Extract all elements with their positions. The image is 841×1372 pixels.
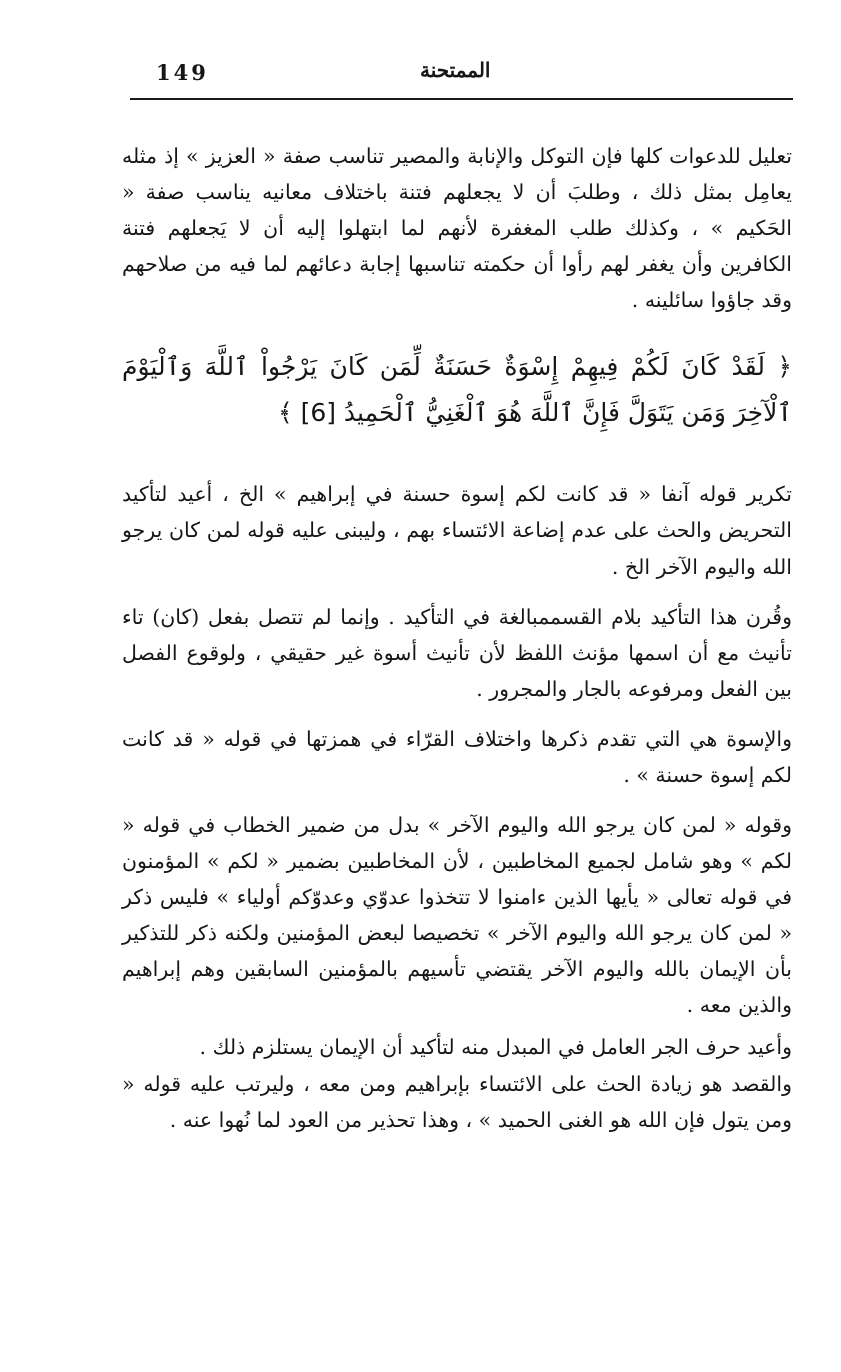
paragraph-commentary-5: وقوله « لمن كان يرجو الله واليوم الآخر » بدل من ضمير الخطاب في قوله « لكم » وهو شامل لجميع المخاطبين ، لأن المخاطبين بضمير « لكم » المؤمنون في قوله تعالى « يأيها الذين ءامنوا لا تتخذوا عدوّي وعدوّكم أولياء » فليس ذكر « لمن كان يرجو الله واليوم الآخر » تخصيصا لبعض المؤمنين ولكنه ذكر للتذكير بأن الإيمان بالله واليوم الآخر يقتضي تأسيهم بالمؤمنين السابقين وهم إبراهيم والذين معه . — [122, 813, 792, 1018]
paragraph-commentary-2: تكرير قوله آنفا « قد كانت لكم إسوة حسنة في إبراهيم » الخ ، أعيد لتأكيد التحريض والحث على عدم إضاعة الائتساء بهم ، وليبنى عليه قوله لمن كان يرجو الله واليوم الآخر الخ . — [122, 482, 792, 579]
page-number: 149 — [156, 60, 209, 85]
running-title: الممتحنة — [420, 58, 491, 82]
body-text — [122, 138, 792, 1138]
paragraph-commentary-7: والقصد هو زيادة الحث على الائتساء بإبراهيم ومن معه ، وليرتب عليه قوله « ومن يتول فإن الله هو الغنى الحميد » ، وهذا تحذير من العود لما نُهوا عنه . — [122, 1071, 792, 1132]
quran-verse: ﴿ لَقَدْ كَانَ لَكُمْ فِيهِمْ إِسْوَةٌ حَسَنَةٌ لِّمَن كَانَ يَرْجُواْ ٱللَّهَ وَٱلْيَوْمَ ٱلْآخِرَ وَمَن يَتَوَلَّ فَإِنَّ ٱللَّهَ هُوَ ٱلْغَنِيُّ ٱلْحَمِيدُ [6] ﴾ — [122, 352, 792, 428]
paragraph-commentary-1: تعليل للدعوات كلها فإن التوكل والإنابة والمصير تناسب صفة « العزيز » إذ مثله يعامِل بمثل ذلك ، وطلبَ أن لا يجعلهم فتنة باختلاف معانيه يناسب صفة « الحَكيم » ، وكذلك طلب المغفرة لأنهم لما ابتهلوا إليه أن لا يَجعلهم فتنة الكافرين وأن يغفر لهم رأوا أن حكمته تناسبها إجابة دعائهم لما فيه من صلاحهم وقد جاؤوا سائلينه . — [122, 144, 792, 313]
paragraph-commentary-6: وأعيد حرف الجر العامل في المبدل منه لتأكيد أن الإيمان يستلزم ذلك . — [199, 1035, 792, 1060]
paragraph-commentary-3: وقُرن هذا التأكيد بلام القسممبالغة في التأكيد . وإنما لم تتصل بفعل (كان) تاء تأنيث مع أن اسمها مؤنث اللفظ لأن تأنيث أسوة غير حقيقي ، ولوقوع الفصل بين الفعل ومرفوعه بالجار والمجرور . — [122, 604, 792, 701]
page-header — [130, 56, 793, 102]
header-rule — [130, 98, 793, 100]
paragraph-commentary-4: والإسوة هي التي تقدم ذكرها واختلاف القرّاء في همزتها في قوله « قد كانت لكم إسوة حسنة » . — [122, 726, 792, 787]
